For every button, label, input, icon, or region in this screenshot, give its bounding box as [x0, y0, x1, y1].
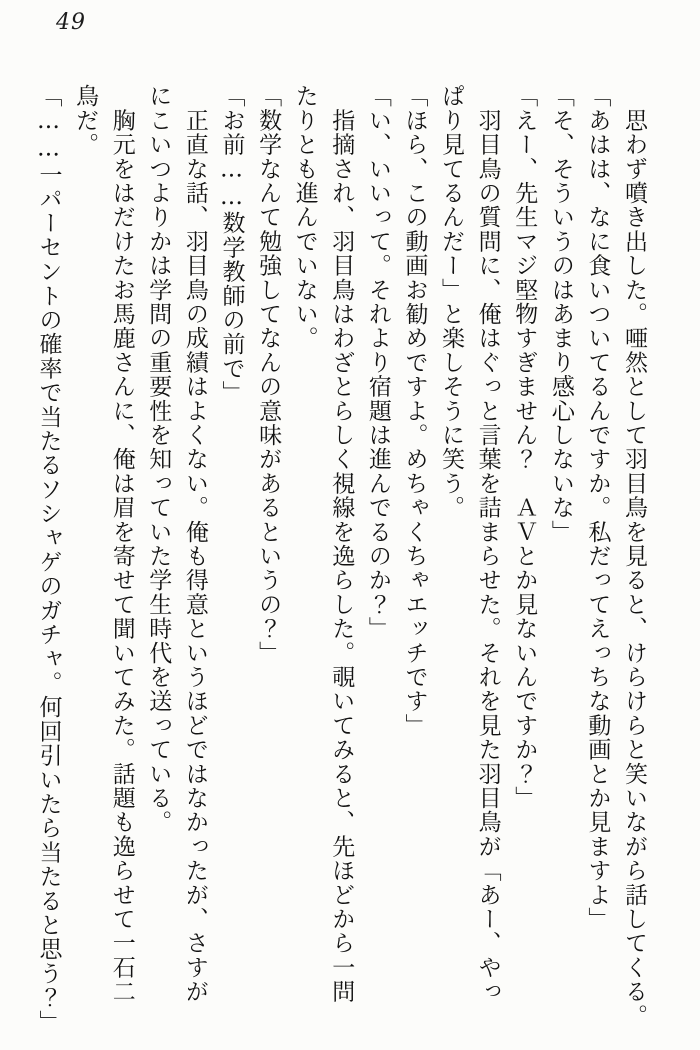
page-number: 49 [56, 10, 86, 35]
text-line: にこいつよりかは学問の重要性を知っていた学生時代を送っている。 [145, 84, 172, 835]
text-line: 指摘され、羽目鳥はわざとらしく視線を逸らした。覗いてみると、先ほどから一問 [328, 84, 355, 1004]
text-line: ぱり見てるんだー」と楽しそうに笑う。 [438, 84, 465, 520]
text-line: 鳥だ。 [72, 84, 99, 157]
text-line: 正直な話、羽目鳥の成績はよくない。俺も得意というほどではなかったが、さすが [181, 84, 208, 1004]
text-line: 「い、いいって。それより宿題は進んでるのか？」 [364, 84, 391, 641]
text-line: 羽目鳥の質問に、俺はぐっと言葉を詰まらせた。それを見た羽目鳥が「あー、やっ [474, 84, 501, 1004]
text-line: 「そ、そういうのはあまり感心しないな」 [547, 84, 574, 544]
text-line: 「あはは、なに食いついてるんですか。私だってえっちな動画とか見ますよ」 [584, 84, 611, 931]
text-line: 思わず噴き出した。唖然として羽目鳥を見ると、けらけらと笑いながら話してくる。 [621, 84, 647, 1028]
text-line: たりとも進んでいない。 [291, 84, 318, 351]
text-line: 「……一パーセントの確率で当たるソシャゲのガチャ。何回引いたら当たると思う？」 [35, 84, 62, 1034]
text-line: 「ほら、この動画お勧めですよ。めちゃくちゃエッチです」 [401, 84, 428, 738]
text-line: 「数学なんて勉強してなんの意味があるというの？」 [255, 84, 282, 665]
vertical-text-block [30, 84, 652, 1034]
text-line: 胸元をはだけたお馬鹿さんに、俺は眉を寄せて聞いてみた。話題も逸らせて一石二 [108, 84, 135, 1004]
text-line: 「お前……数学教師の前で」 [218, 84, 245, 405]
text-line: 「えー、先生マジ堅物すぎません？ ＡＶとか見ないんですか？」 [511, 84, 538, 810]
